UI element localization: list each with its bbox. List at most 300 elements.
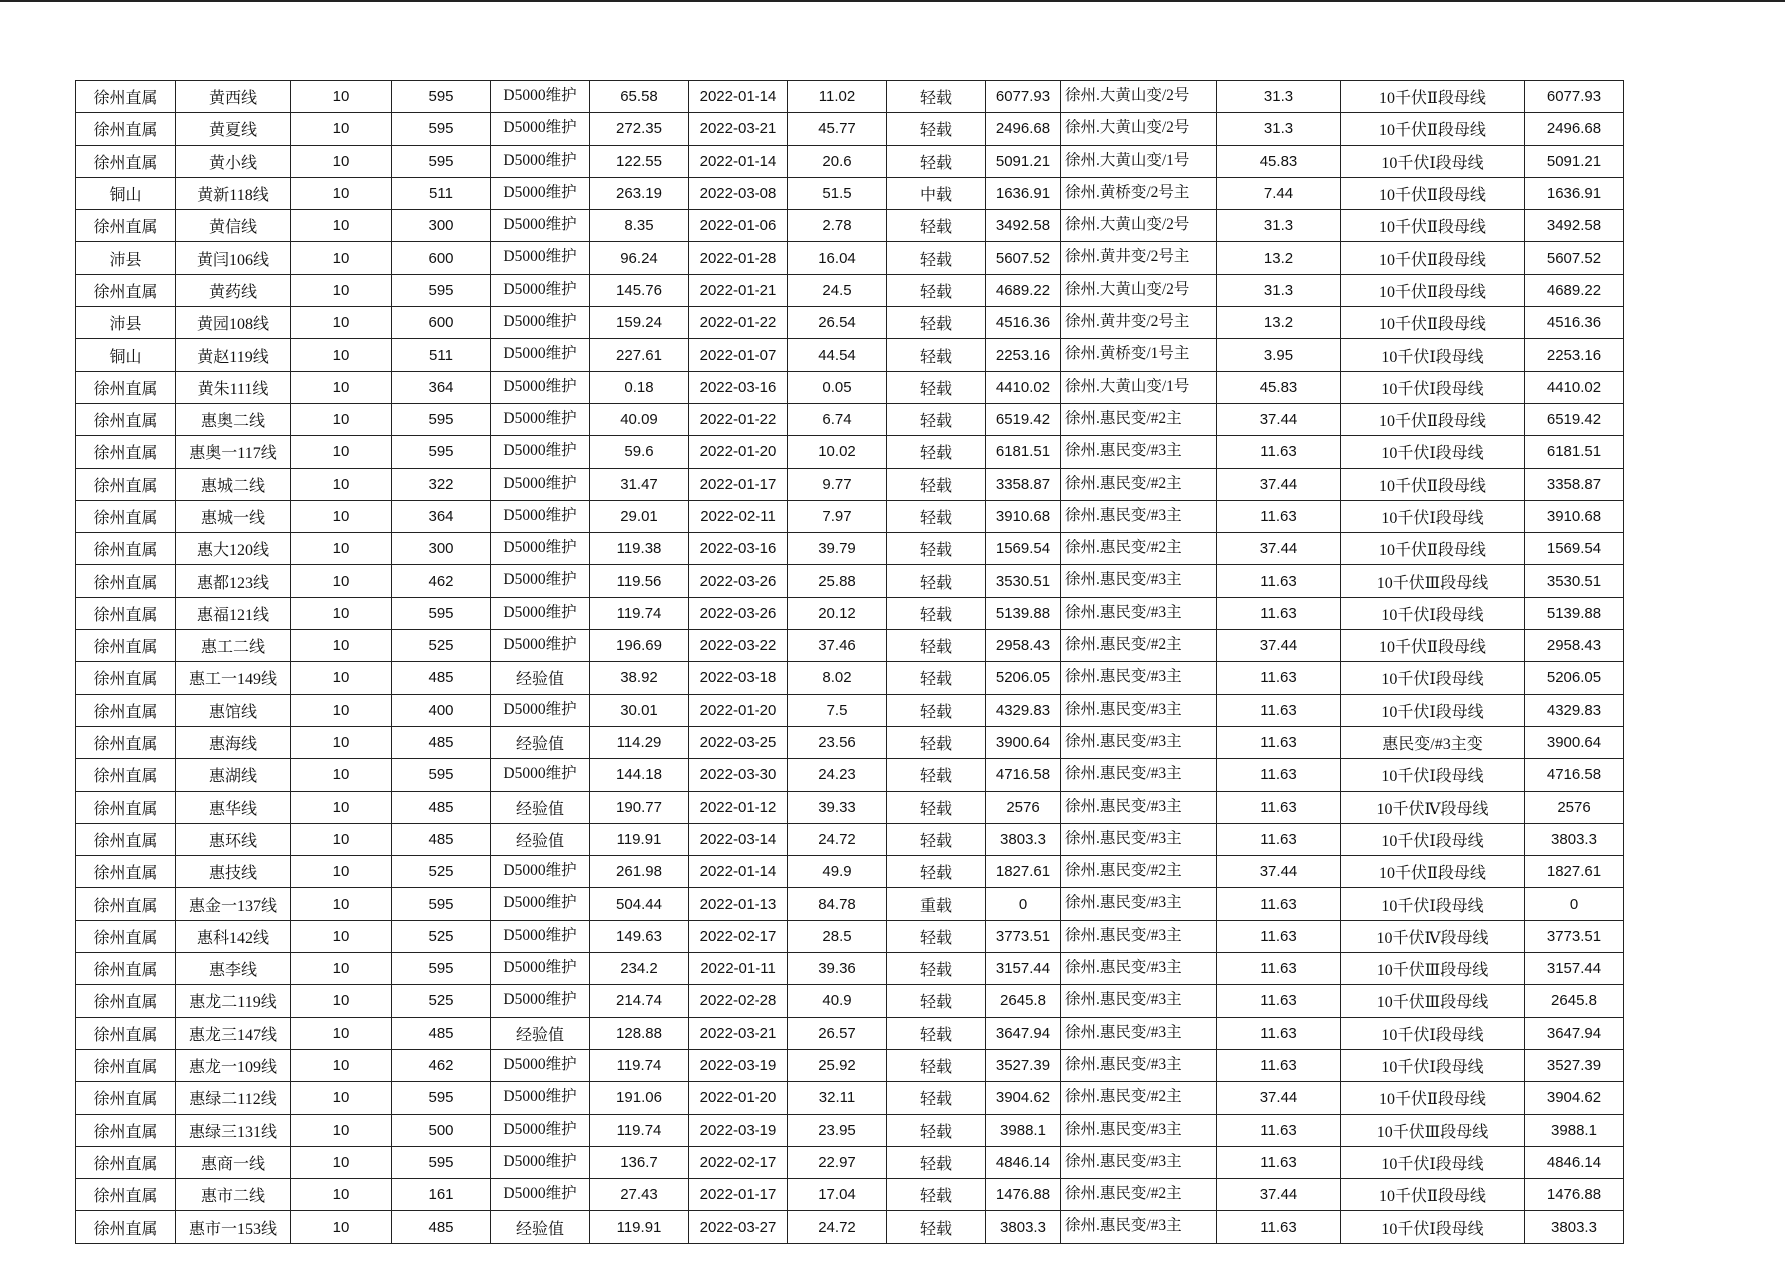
cell-available2: 4516.36 [1525, 307, 1624, 339]
cell-unit: 徐州直属 [76, 1114, 176, 1146]
cell-unit: 徐州直属 [76, 791, 176, 823]
table-row [76, 371, 1624, 403]
cell-date: 2022-03-21 [689, 1017, 788, 1049]
table-row [76, 177, 1624, 209]
cell-transformer-capacity: 11.63 [1217, 1017, 1341, 1049]
cell-line: 惠环线 [176, 823, 291, 855]
cell-load-state: 轻载 [887, 1082, 986, 1114]
cell-load-rate: 25.88 [788, 565, 887, 597]
cell-capacity: 600 [392, 307, 491, 339]
cell-transformer-capacity: 3.95 [1217, 339, 1341, 371]
cell-available: 4410.02 [986, 371, 1061, 403]
cell-line: 惠工一149线 [176, 662, 291, 694]
cell-bus: 10千伏Ⅳ段母线 [1341, 920, 1525, 952]
cell-method: D5000维护 [491, 1146, 590, 1178]
cell-unit: 沛县 [76, 242, 176, 274]
cell-method: D5000维护 [491, 1114, 590, 1146]
cell-date: 2022-01-06 [689, 210, 788, 242]
cell-load-rate: 28.5 [788, 920, 887, 952]
cell-unit: 铜山 [76, 177, 176, 209]
cell-available: 3492.58 [986, 210, 1061, 242]
cell-line: 黄信线 [176, 210, 291, 242]
cell-method: 经验值 [491, 726, 590, 758]
cell-line: 惠龙一109线 [176, 1049, 291, 1081]
cell-capacity: 300 [392, 210, 491, 242]
cell-line: 惠技线 [176, 856, 291, 888]
cell-substation: 徐州.大黄山变/2号 [1061, 113, 1217, 145]
table-row [76, 274, 1624, 306]
cell-transformer-capacity: 37.44 [1217, 468, 1341, 500]
cell-unit: 沛县 [76, 307, 176, 339]
cell-substation: 徐州.惠民变/#3主 [1061, 436, 1217, 468]
cell-load-state: 轻载 [887, 662, 986, 694]
cell-method: D5000维护 [491, 920, 590, 952]
cell-load-state: 轻载 [887, 307, 986, 339]
cell-available2: 3492.58 [1525, 210, 1624, 242]
cell-method: D5000维护 [491, 694, 590, 726]
cell-bus: 10千伏Ⅰ段母线 [1341, 694, 1525, 726]
cell-load-rate: 0.05 [788, 371, 887, 403]
cell-load-state: 重载 [887, 888, 986, 920]
cell-substation: 徐州.惠民变/#3主 [1061, 1017, 1217, 1049]
cell-voltage: 10 [291, 985, 392, 1017]
cell-voltage: 10 [291, 1082, 392, 1114]
cell-date: 2022-03-30 [689, 759, 788, 791]
cell-method: D5000维护 [491, 1082, 590, 1114]
cell-load-rate: 8.02 [788, 662, 887, 694]
cell-voltage: 10 [291, 436, 392, 468]
cell-voltage: 10 [291, 662, 392, 694]
cell-substation: 徐州.惠民变/#2主 [1061, 468, 1217, 500]
cell-capacity: 485 [392, 1211, 491, 1243]
cell-method: D5000维护 [491, 533, 590, 565]
cell-line: 惠市一153线 [176, 1211, 291, 1243]
cell-capacity: 485 [392, 823, 491, 855]
cell-available2: 5206.05 [1525, 662, 1624, 694]
cell-current: 272.35 [590, 113, 689, 145]
cell-transformer-capacity: 45.83 [1217, 371, 1341, 403]
cell-line: 惠科142线 [176, 920, 291, 952]
cell-load-state: 轻载 [887, 403, 986, 435]
cell-transformer-capacity: 11.63 [1217, 597, 1341, 629]
cell-available2: 3988.1 [1525, 1114, 1624, 1146]
cell-load-rate: 24.72 [788, 823, 887, 855]
cell-transformer-capacity: 11.63 [1217, 953, 1341, 985]
cell-available: 2496.68 [986, 113, 1061, 145]
cell-substation: 徐州.惠民变/#3主 [1061, 565, 1217, 597]
cell-substation: 徐州.惠民变/#2主 [1061, 1179, 1217, 1211]
cell-available2: 3904.62 [1525, 1082, 1624, 1114]
cell-available: 3358.87 [986, 468, 1061, 500]
cell-voltage: 10 [291, 145, 392, 177]
cell-date: 2022-01-17 [689, 468, 788, 500]
table-row [76, 1049, 1624, 1081]
cell-bus: 惠民变/#3主变 [1341, 726, 1525, 758]
cell-available2: 3358.87 [1525, 468, 1624, 500]
cell-available: 1636.91 [986, 177, 1061, 209]
cell-voltage: 10 [291, 823, 392, 855]
cell-voltage: 10 [291, 274, 392, 306]
cell-transformer-capacity: 11.63 [1217, 1211, 1341, 1243]
cell-line: 黄小线 [176, 145, 291, 177]
cell-current: 119.74 [590, 597, 689, 629]
cell-load-rate: 39.79 [788, 533, 887, 565]
cell-transformer-capacity: 11.63 [1217, 565, 1341, 597]
cell-current: 38.92 [590, 662, 689, 694]
cell-available2: 5607.52 [1525, 242, 1624, 274]
cell-available: 3773.51 [986, 920, 1061, 952]
cell-unit: 徐州直属 [76, 274, 176, 306]
cell-load-rate: 7.5 [788, 694, 887, 726]
cell-date: 2022-02-28 [689, 985, 788, 1017]
cell-current: 27.43 [590, 1179, 689, 1211]
cell-bus: 10千伏Ⅱ段母线 [1341, 274, 1525, 306]
cell-voltage: 10 [291, 791, 392, 823]
cell-current: 8.35 [590, 210, 689, 242]
cell-available: 3803.3 [986, 823, 1061, 855]
cell-load-rate: 24.23 [788, 759, 887, 791]
cell-method: D5000维护 [491, 177, 590, 209]
cell-unit: 徐州直属 [76, 1017, 176, 1049]
cell-load-state: 轻载 [887, 210, 986, 242]
cell-transformer-capacity: 7.44 [1217, 177, 1341, 209]
cell-available2: 3527.39 [1525, 1049, 1624, 1081]
cell-voltage: 10 [291, 210, 392, 242]
cell-line: 惠华线 [176, 791, 291, 823]
cell-current: 59.6 [590, 436, 689, 468]
cell-available2: 4410.02 [1525, 371, 1624, 403]
cell-available2: 3900.64 [1525, 726, 1624, 758]
cell-available2: 3910.68 [1525, 500, 1624, 532]
cell-capacity: 511 [392, 339, 491, 371]
cell-line: 黄园108线 [176, 307, 291, 339]
table-row [76, 1114, 1624, 1146]
cell-bus: 10千伏Ⅱ段母线 [1341, 630, 1525, 662]
cell-method: D5000维护 [491, 888, 590, 920]
cell-current: 119.74 [590, 1049, 689, 1081]
cell-date: 2022-03-18 [689, 662, 788, 694]
cell-load-rate: 10.02 [788, 436, 887, 468]
cell-unit: 徐州直属 [76, 1211, 176, 1243]
cell-transformer-capacity: 11.63 [1217, 1049, 1341, 1081]
cell-date: 2022-03-19 [689, 1114, 788, 1146]
cell-available: 3910.68 [986, 500, 1061, 532]
cell-substation: 徐州.惠民变/#3主 [1061, 1211, 1217, 1243]
cell-unit: 徐州直属 [76, 436, 176, 468]
cell-unit: 徐州直属 [76, 1146, 176, 1178]
cell-line: 惠龙三147线 [176, 1017, 291, 1049]
table-row [76, 920, 1624, 952]
cell-line: 惠海线 [176, 726, 291, 758]
cell-substation: 徐州.惠民变/#3主 [1061, 953, 1217, 985]
cell-bus: 10千伏Ⅰ段母线 [1341, 145, 1525, 177]
table-row [76, 694, 1624, 726]
cell-load-rate: 24.72 [788, 1211, 887, 1243]
cell-load-state: 轻载 [887, 791, 986, 823]
table-row [76, 856, 1624, 888]
cell-capacity: 511 [392, 177, 491, 209]
cell-unit: 徐州直属 [76, 759, 176, 791]
cell-capacity: 595 [392, 1082, 491, 1114]
cell-unit: 徐州直属 [76, 920, 176, 952]
cell-substation: 徐州.惠民变/#2主 [1061, 1082, 1217, 1114]
cell-available2: 3803.3 [1525, 823, 1624, 855]
cell-substation: 徐州.惠民变/#3主 [1061, 662, 1217, 694]
cell-substation: 徐州.大黄山变/1号 [1061, 371, 1217, 403]
cell-method: D5000维护 [491, 210, 590, 242]
table-row [76, 1179, 1624, 1211]
cell-voltage: 10 [291, 920, 392, 952]
cell-date: 2022-01-14 [689, 145, 788, 177]
table-row [76, 307, 1624, 339]
cell-method: D5000维护 [491, 339, 590, 371]
cell-date: 2022-03-16 [689, 533, 788, 565]
cell-voltage: 10 [291, 888, 392, 920]
cell-transformer-capacity: 13.2 [1217, 242, 1341, 274]
cell-date: 2022-01-17 [689, 1179, 788, 1211]
cell-bus: 10千伏Ⅰ段母线 [1341, 823, 1525, 855]
cell-voltage: 10 [291, 468, 392, 500]
cell-line: 黄闫106线 [176, 242, 291, 274]
cell-load-state: 轻载 [887, 436, 986, 468]
cell-transformer-capacity: 31.3 [1217, 274, 1341, 306]
cell-unit: 徐州直属 [76, 403, 176, 435]
cell-available2: 4689.22 [1525, 274, 1624, 306]
cell-bus: 10千伏Ⅰ段母线 [1341, 1146, 1525, 1178]
table-row [76, 662, 1624, 694]
cell-available: 4516.36 [986, 307, 1061, 339]
cell-line: 惠湖线 [176, 759, 291, 791]
cell-available: 3647.94 [986, 1017, 1061, 1049]
cell-load-rate: 16.04 [788, 242, 887, 274]
cell-transformer-capacity: 45.83 [1217, 145, 1341, 177]
cell-load-rate: 25.92 [788, 1049, 887, 1081]
cell-unit: 徐州直属 [76, 662, 176, 694]
cell-method: D5000维护 [491, 565, 590, 597]
cell-voltage: 10 [291, 307, 392, 339]
cell-substation: 徐州.黄井变/2号主 [1061, 242, 1217, 274]
cell-current: 263.19 [590, 177, 689, 209]
table-row [76, 985, 1624, 1017]
cell-line: 黄夏线 [176, 113, 291, 145]
cell-capacity: 485 [392, 662, 491, 694]
cell-line: 黄赵119线 [176, 339, 291, 371]
cell-available: 5139.88 [986, 597, 1061, 629]
cell-bus: 10千伏Ⅲ段母线 [1341, 1114, 1525, 1146]
cell-load-rate: 20.12 [788, 597, 887, 629]
table-row [76, 726, 1624, 758]
cell-load-rate: 39.36 [788, 953, 887, 985]
cell-line: 惠龙二119线 [176, 985, 291, 1017]
cell-transformer-capacity: 11.63 [1217, 985, 1341, 1017]
cell-transformer-capacity: 37.44 [1217, 1179, 1341, 1211]
cell-load-state: 轻载 [887, 1049, 986, 1081]
cell-line: 惠绿三131线 [176, 1114, 291, 1146]
table-row [76, 888, 1624, 920]
cell-current: 31.47 [590, 468, 689, 500]
cell-available2: 3773.51 [1525, 920, 1624, 952]
cell-unit: 徐州直属 [76, 1082, 176, 1114]
cell-voltage: 10 [291, 726, 392, 758]
cell-capacity: 161 [392, 1179, 491, 1211]
cell-substation: 徐州.惠民变/#3主 [1061, 759, 1217, 791]
table-row [76, 113, 1624, 145]
cell-load-rate: 37.46 [788, 630, 887, 662]
cell-current: 144.18 [590, 759, 689, 791]
cell-load-rate: 22.97 [788, 1146, 887, 1178]
cell-bus: 10千伏Ⅱ段母线 [1341, 1179, 1525, 1211]
cell-transformer-capacity: 13.2 [1217, 307, 1341, 339]
cell-available2: 3530.51 [1525, 565, 1624, 597]
cell-available2: 1569.54 [1525, 533, 1624, 565]
cell-substation: 徐州.大黄山变/2号 [1061, 274, 1217, 306]
cell-current: 227.61 [590, 339, 689, 371]
cell-substation: 徐州.惠民变/#3主 [1061, 1146, 1217, 1178]
cell-unit: 徐州直属 [76, 468, 176, 500]
cell-date: 2022-03-25 [689, 726, 788, 758]
cell-available2: 4329.83 [1525, 694, 1624, 726]
cell-capacity: 595 [392, 888, 491, 920]
cell-line: 惠城二线 [176, 468, 291, 500]
cell-load-rate: 17.04 [788, 1179, 887, 1211]
cell-load-rate: 44.54 [788, 339, 887, 371]
cell-capacity: 595 [392, 145, 491, 177]
cell-available: 4716.58 [986, 759, 1061, 791]
cell-load-rate: 7.97 [788, 500, 887, 532]
cell-method: D5000维护 [491, 1049, 590, 1081]
cell-capacity: 525 [392, 856, 491, 888]
cell-load-state: 轻载 [887, 274, 986, 306]
cell-available: 5607.52 [986, 242, 1061, 274]
cell-available2: 6519.42 [1525, 403, 1624, 435]
cell-capacity: 400 [392, 694, 491, 726]
cell-current: 145.76 [590, 274, 689, 306]
cell-load-state: 轻载 [887, 339, 986, 371]
cell-current: 65.58 [590, 81, 689, 113]
table-row [76, 436, 1624, 468]
cell-unit: 徐州直属 [76, 371, 176, 403]
cell-substation: 徐州.惠民变/#2主 [1061, 856, 1217, 888]
cell-transformer-capacity: 11.63 [1217, 759, 1341, 791]
cell-available: 3900.64 [986, 726, 1061, 758]
cell-bus: 10千伏Ⅱ段母线 [1341, 81, 1525, 113]
cell-available2: 2958.43 [1525, 630, 1624, 662]
cell-bus: 10千伏Ⅰ段母线 [1341, 662, 1525, 694]
table-row [76, 1211, 1624, 1243]
table-row [76, 403, 1624, 435]
cell-date: 2022-01-14 [689, 81, 788, 113]
cell-date: 2022-02-17 [689, 1146, 788, 1178]
cell-available: 4689.22 [986, 274, 1061, 306]
cell-current: 214.74 [590, 985, 689, 1017]
cell-unit: 徐州直属 [76, 823, 176, 855]
page-top-border [0, 0, 1785, 2]
cell-transformer-capacity: 37.44 [1217, 630, 1341, 662]
cell-available2: 2253.16 [1525, 339, 1624, 371]
cell-load-rate: 11.02 [788, 81, 887, 113]
cell-bus: 10千伏Ⅱ段母线 [1341, 307, 1525, 339]
cell-bus: 10千伏Ⅳ段母线 [1341, 791, 1525, 823]
cell-voltage: 10 [291, 856, 392, 888]
cell-voltage: 10 [291, 533, 392, 565]
cell-available2: 3157.44 [1525, 953, 1624, 985]
cell-method: D5000维护 [491, 307, 590, 339]
cell-load-state: 轻载 [887, 694, 986, 726]
cell-line: 黄西线 [176, 81, 291, 113]
cell-date: 2022-03-27 [689, 1211, 788, 1243]
cell-date: 2022-01-22 [689, 307, 788, 339]
cell-substation: 徐州.大黄山变/1号 [1061, 145, 1217, 177]
table-row [76, 759, 1624, 791]
cell-current: 196.69 [590, 630, 689, 662]
cell-current: 136.7 [590, 1146, 689, 1178]
table-row [76, 1082, 1624, 1114]
cell-date: 2022-01-28 [689, 242, 788, 274]
cell-bus: 10千伏Ⅰ段母线 [1341, 1211, 1525, 1243]
cell-load-rate: 45.77 [788, 113, 887, 145]
cell-method: D5000维护 [491, 274, 590, 306]
cell-load-rate: 23.95 [788, 1114, 887, 1146]
cell-date: 2022-03-16 [689, 371, 788, 403]
cell-unit: 徐州直属 [76, 533, 176, 565]
cell-bus: 10千伏Ⅱ段母线 [1341, 1082, 1525, 1114]
cell-bus: 10千伏Ⅱ段母线 [1341, 533, 1525, 565]
table-row [76, 81, 1624, 113]
table-row [76, 597, 1624, 629]
cell-bus: 10千伏Ⅱ段母线 [1341, 856, 1525, 888]
cell-date: 2022-01-20 [689, 694, 788, 726]
cell-method: D5000维护 [491, 759, 590, 791]
cell-bus: 10千伏Ⅰ段母线 [1341, 597, 1525, 629]
cell-substation: 徐州.惠民变/#2主 [1061, 533, 1217, 565]
table-row [76, 823, 1624, 855]
cell-date: 2022-01-12 [689, 791, 788, 823]
cell-method: D5000维护 [491, 597, 590, 629]
cell-line: 惠工二线 [176, 630, 291, 662]
cell-date: 2022-02-11 [689, 500, 788, 532]
cell-method: D5000维护 [491, 436, 590, 468]
cell-method: 经验值 [491, 823, 590, 855]
cell-line: 惠商一线 [176, 1146, 291, 1178]
cell-load-state: 轻载 [887, 1114, 986, 1146]
cell-line: 黄药线 [176, 274, 291, 306]
cell-line: 惠李线 [176, 953, 291, 985]
cell-load-state: 轻载 [887, 823, 986, 855]
cell-available: 2576 [986, 791, 1061, 823]
cell-date: 2022-03-19 [689, 1049, 788, 1081]
cell-capacity: 525 [392, 630, 491, 662]
cell-load-rate: 51.5 [788, 177, 887, 209]
table-body [76, 81, 1624, 1244]
cell-line: 黄朱111线 [176, 371, 291, 403]
cell-substation: 徐州.惠民变/#3主 [1061, 726, 1217, 758]
cell-available2: 3803.3 [1525, 1211, 1624, 1243]
cell-bus: 10千伏Ⅰ段母线 [1341, 371, 1525, 403]
cell-voltage: 10 [291, 1146, 392, 1178]
cell-unit: 徐州直属 [76, 630, 176, 662]
cell-line: 惠金一137线 [176, 888, 291, 920]
cell-capacity: 364 [392, 371, 491, 403]
cell-line: 惠奥一117线 [176, 436, 291, 468]
cell-available: 3530.51 [986, 565, 1061, 597]
cell-substation: 徐州.惠民变/#3主 [1061, 920, 1217, 952]
cell-unit: 徐州直属 [76, 1179, 176, 1211]
cell-current: 119.91 [590, 1211, 689, 1243]
cell-unit: 徐州直属 [76, 500, 176, 532]
cell-available: 5206.05 [986, 662, 1061, 694]
cell-current: 29.01 [590, 500, 689, 532]
cell-bus: 10千伏Ⅰ段母线 [1341, 500, 1525, 532]
